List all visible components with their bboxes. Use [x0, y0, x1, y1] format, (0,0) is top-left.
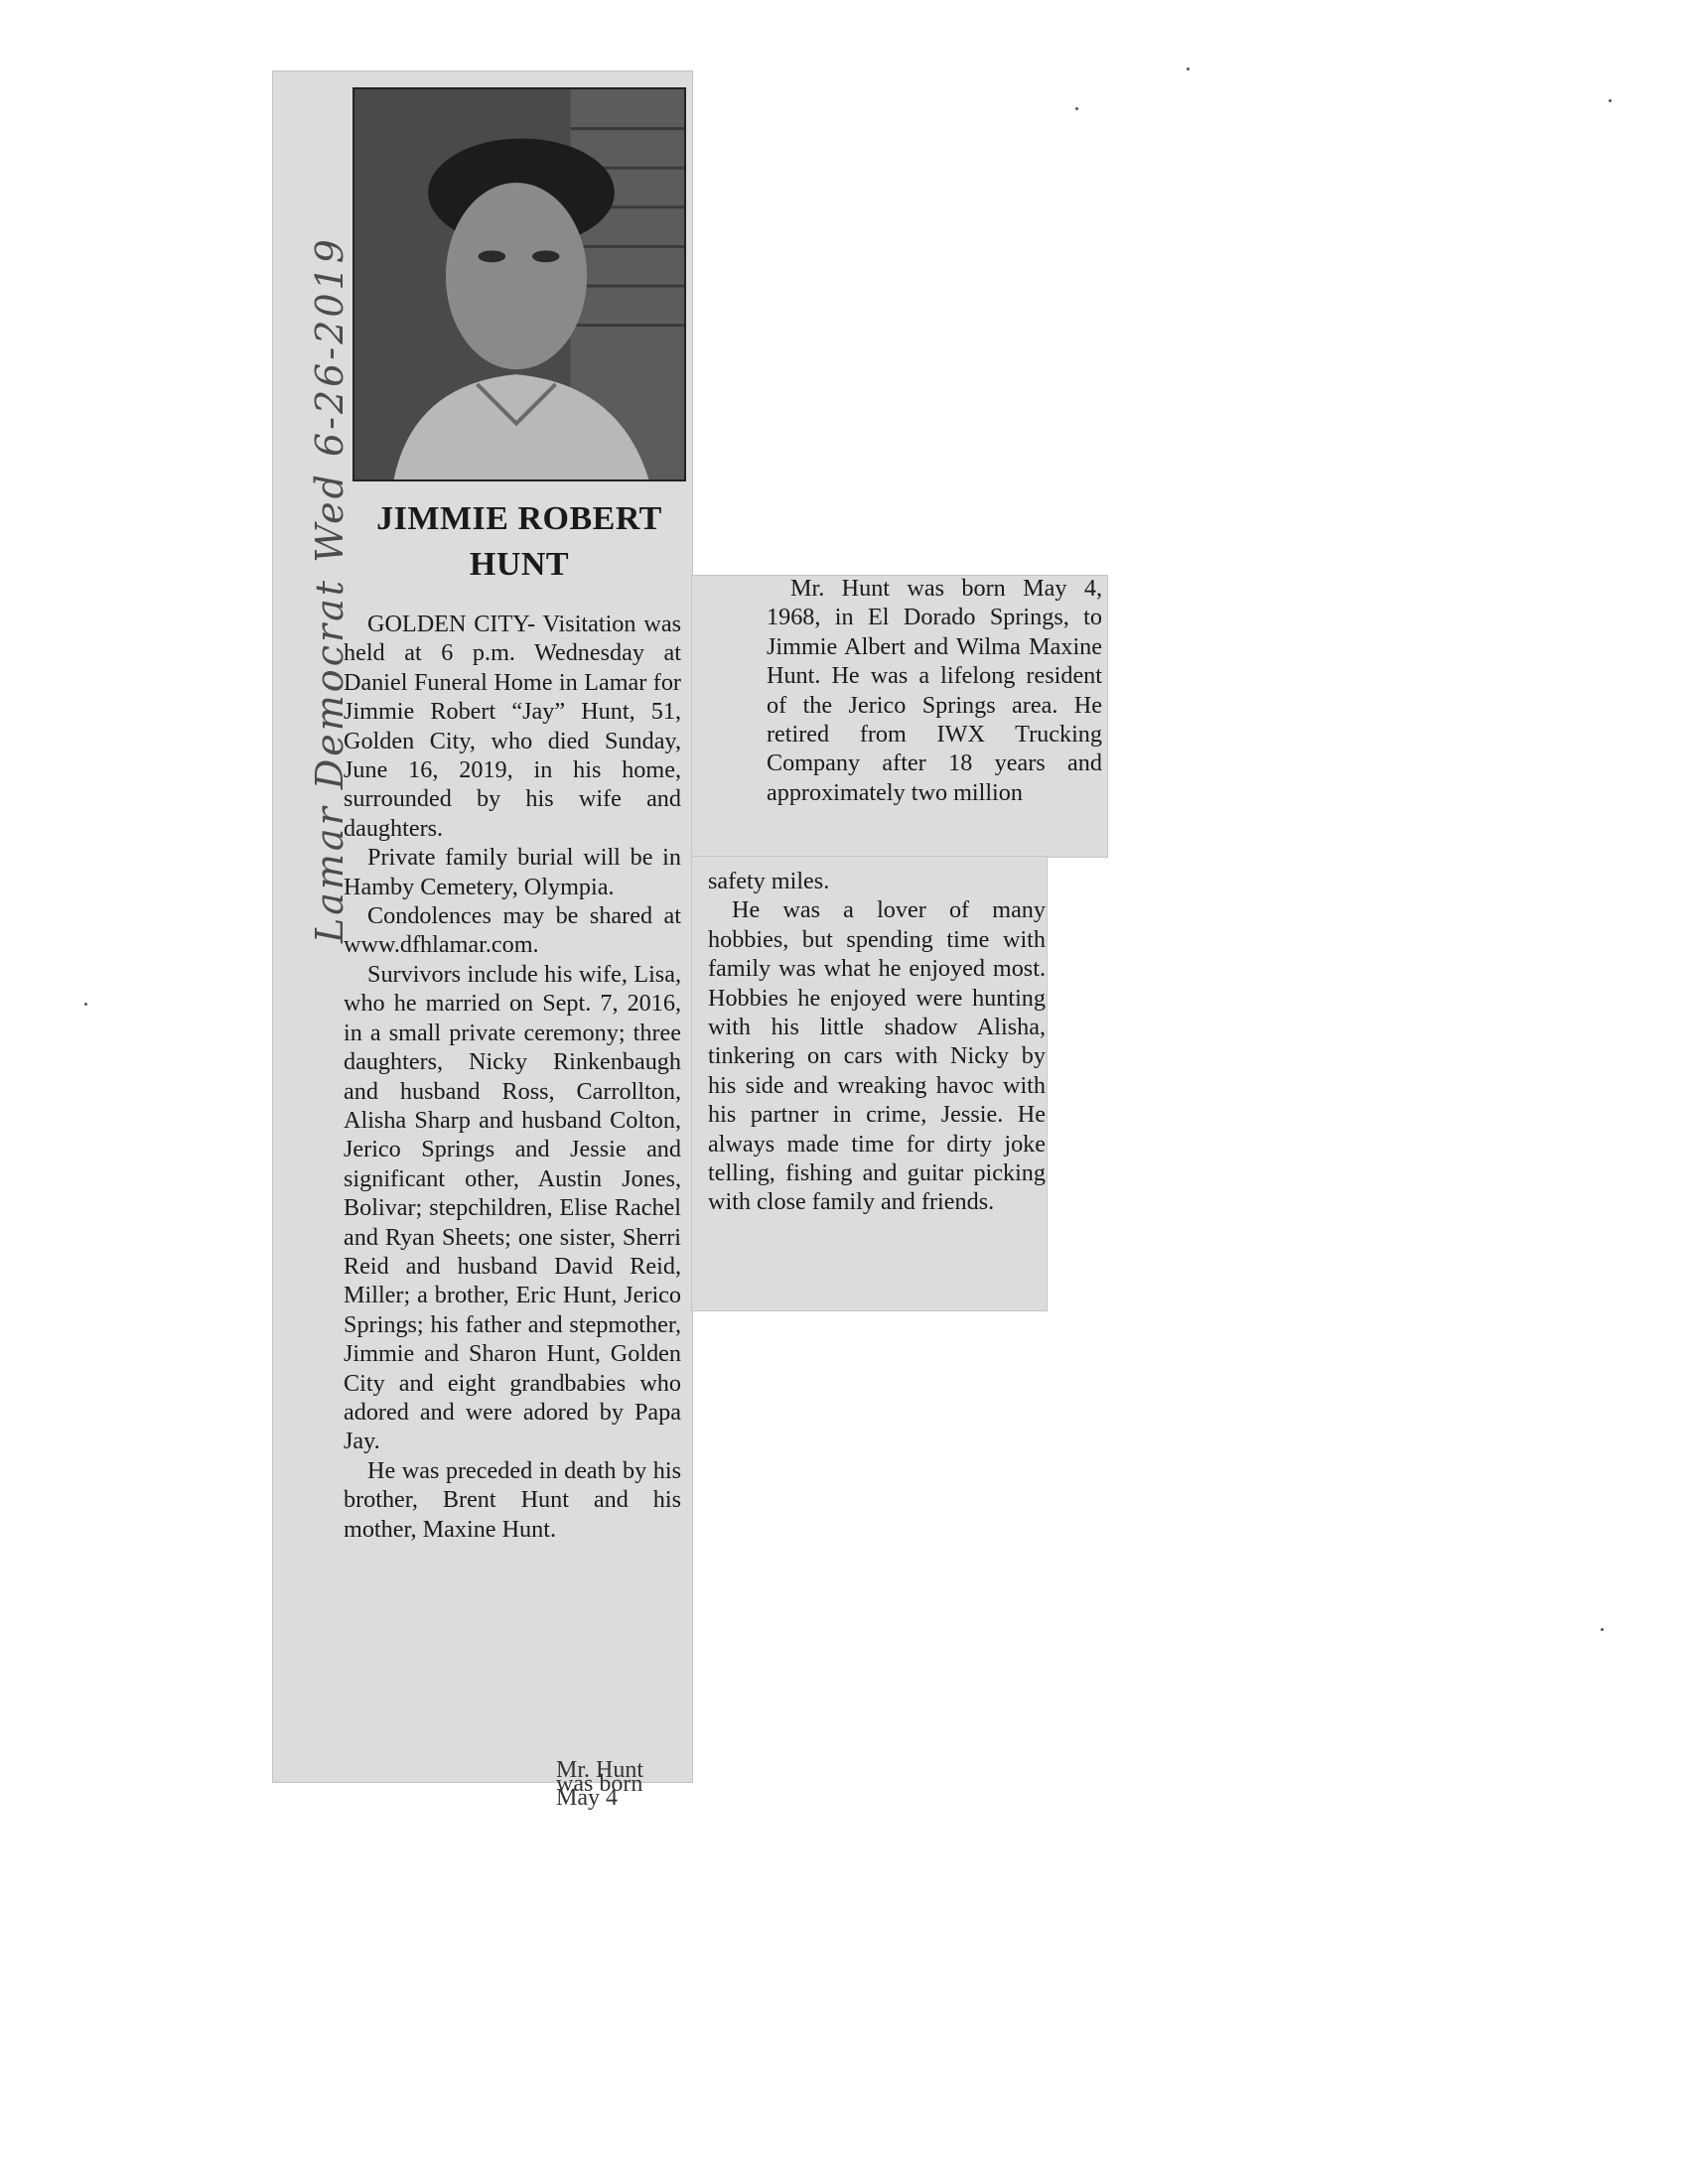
paragraph-condolences: Condolences may be shared at www.dfhlamar.com.	[344, 902, 681, 959]
scan-speck	[1075, 107, 1078, 110]
right-top-column-body	[767, 574, 1102, 807]
paragraph-preceded: He was preceded in death by his brother, Brent Hunt and his mother, Maxine Hunt.	[344, 1456, 681, 1543]
obituary-headline	[352, 496, 686, 588]
scan-speck	[1601, 1628, 1604, 1631]
handwritten-date-annotation: Lamar Democrat Wed 6-26-2019	[308, 236, 352, 943]
left-column-body	[344, 610, 681, 1544]
paragraph-safety-miles: safety miles.	[708, 868, 830, 894]
paragraph-visitation: GOLDEN CITY- Visitation was held at 6 p.m. Wednesday at Daniel Funeral Home in Lamar for Jimmie Robert “Jay” Hunt, 51, Golden City, who died Sunday, June 16, 2019, in his home, surrounded by his wife and daughters.	[344, 611, 681, 842]
portrait-photo-icon	[352, 87, 686, 481]
scan-speck	[1187, 68, 1190, 70]
right-bottom-column-body	[708, 867, 1046, 1217]
scan-speck	[1609, 99, 1612, 102]
headline-line-1: JIMMIE ROBERT	[376, 500, 662, 537]
paragraph-hobbies: He was a lover of many hobbies, but spending time with family was what he enjoyed most. Hobbies he enjoyed were hunting with his little shadow Alisha, tinkering on cars with Nicky by his side and wreaking havoc with his partner in crime, Jessie. He always made time for dirty joke telling, fishing and guitar picking with close family and friends.	[708, 896, 1046, 1216]
paragraph-birth: Mr. Hunt was born May 4, 1968, in El Dorado Springs, to Jimmie Albert and Wilma Maxine Hunt. He was a lifelong resident of the Jerico Springs area. He retired from IWX Trucking Company after 18 years and approximately two million	[767, 575, 1102, 806]
paragraph-survivors: Survivors include his wife, Lisa, who he married on Sept. 7, 2016, in a small private ceremony; three daughters, Nicky Rinkenbaugh and husband Ross, Carrollton, Alisha Sharp and husband Colton, Jerico Springs and Jessie and significant other, Austin Jones, Bolivar; stepchildren, Elise Rachel and Ryan Sheets; one sister, Sherri Reid and husband David Reid, Miller; a brother, Eric Hunt, Jerico Springs; his father and stepmother, Jimmie and Sharon Hunt, Golden City and eight grandbabies who adored and were adored by Papa Jay.	[344, 960, 681, 1455]
cutoff-text-fragment: Mr. Hunt was born May 4	[556, 1757, 644, 1811]
headline-line-2: HUNT	[469, 546, 570, 583]
paragraph-burial: Private family burial will be in Hamby Cemetery, Olympia.	[344, 844, 681, 900]
scan-speck	[84, 1003, 87, 1006]
